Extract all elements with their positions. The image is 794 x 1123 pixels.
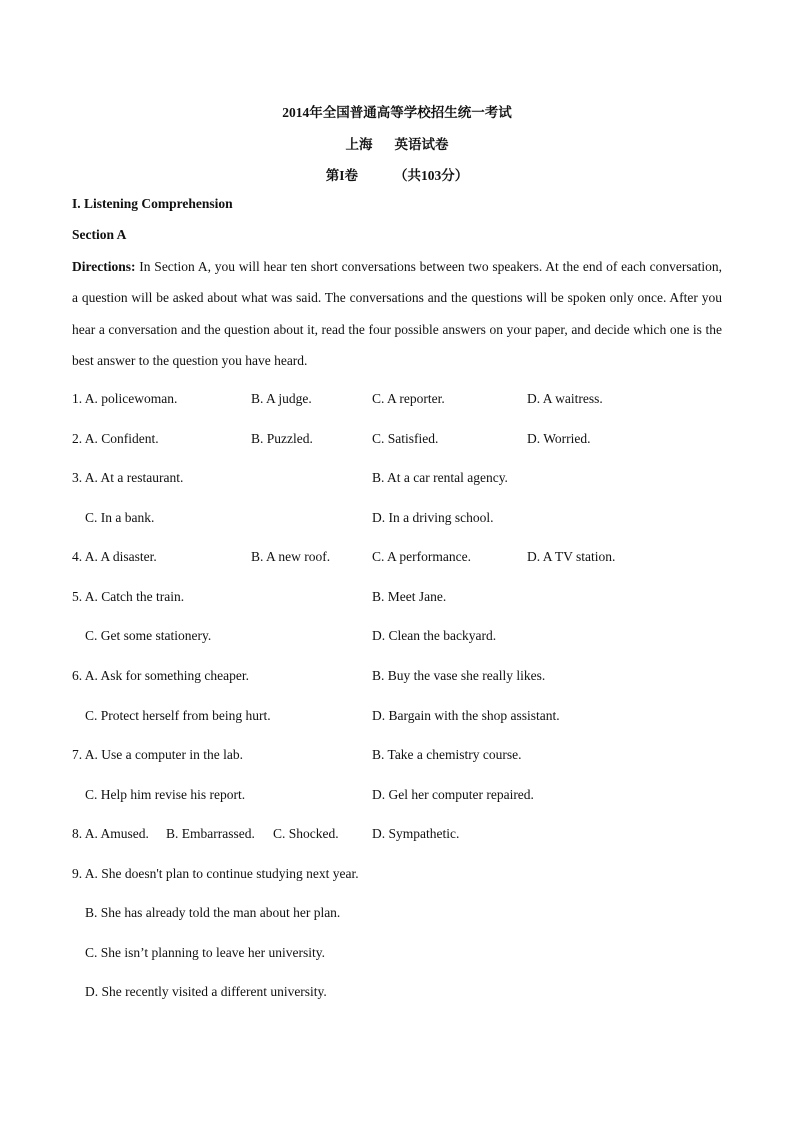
q3-option-a: 3. A. At a restaurant. bbox=[72, 470, 184, 485]
q1-option-d: D. A waitress. bbox=[527, 391, 603, 406]
q2-option-d: D. Worried. bbox=[527, 431, 591, 446]
q5-option-c: C. Get some stationery. bbox=[85, 628, 212, 643]
q7-option-a: 7. A. Use a computer in the lab. bbox=[72, 747, 243, 762]
q4-option-d: D. A TV station. bbox=[527, 549, 616, 564]
q1-option-c: C. A reporter. bbox=[372, 391, 445, 406]
volume-score: （共103分） bbox=[394, 168, 469, 183]
directions-label: Directions: bbox=[72, 259, 136, 274]
q4-option-b: B. A new roof. bbox=[251, 549, 331, 564]
section-heading: I. Listening Comprehension bbox=[72, 196, 233, 211]
q6-option-d: D. Bargain with the shop assistant. bbox=[372, 708, 560, 723]
q2-option-c: C. Satisfied. bbox=[372, 431, 439, 446]
q1-option-b: B. A judge. bbox=[251, 391, 312, 406]
q9-option-a: 9. A. She doesn't plan to continue studying next year. bbox=[72, 866, 359, 881]
q2-option-a: 2. A. Confident. bbox=[72, 431, 159, 446]
q6-option-b: B. Buy the vase she really likes. bbox=[372, 668, 546, 683]
q7-option-b: B. Take a chemistry course. bbox=[372, 747, 522, 762]
q8-option-a: 8. A. Amused. bbox=[72, 826, 149, 841]
exam-subject: 英语试卷 bbox=[394, 137, 449, 152]
q8-option-d: D. Sympathetic. bbox=[372, 826, 460, 841]
q5-option-a: 5. A. Catch the train. bbox=[72, 589, 185, 604]
q7-option-d: D. Gel her computer repaired. bbox=[372, 787, 534, 802]
exam-title: 2014年全国普通高等学校招生统一考试 bbox=[282, 105, 512, 120]
q3-option-c: C. In a bank. bbox=[85, 510, 155, 525]
exam-subtitle bbox=[0, 133, 794, 153]
q4-option-c: C. A performance. bbox=[372, 549, 471, 564]
exam-region: 上海 bbox=[345, 137, 373, 152]
q1-option-a: 1. A. policewoman. bbox=[72, 391, 178, 406]
section-sub-heading: Section A bbox=[72, 227, 127, 242]
volume-label: 第I卷 bbox=[325, 168, 358, 183]
q5-option-d: D. Clean the backyard. bbox=[372, 628, 497, 643]
q9-option-b: B. She has already told the man about her plan. bbox=[85, 905, 341, 920]
volume-heading bbox=[0, 164, 794, 184]
q8-option-b: B. Embarrassed. bbox=[166, 826, 255, 841]
q8-option-c: C. Shocked. bbox=[273, 826, 339, 841]
q3-option-d: D. In a driving school. bbox=[372, 510, 494, 525]
q5-option-b: B. Meet Jane. bbox=[372, 589, 447, 604]
directions-paragraph bbox=[72, 251, 722, 376]
q2-option-b: B. Puzzled. bbox=[251, 431, 313, 446]
q9-option-d: D. She recently visited a different university. bbox=[85, 984, 327, 999]
directions-text: In Section A, you will hear ten short conversations between two speakers. At the end of each conversation, a question will be asked about what was said. The conversations and the questions will be spoken only once. After you hear a conversation and the question about it, read the four possible answers on your paper, and decide which one is the best answer to the question you have heard. bbox=[72, 259, 722, 368]
q7-option-c: C. Help him revise his report. bbox=[85, 787, 246, 802]
q3-option-b: B. At a car rental agency. bbox=[372, 470, 508, 485]
q9-option-c: C. She isn’t planning to leave her university. bbox=[85, 945, 325, 960]
q4-option-a: 4. A. A disaster. bbox=[72, 549, 157, 564]
q6-option-a: 6. A. Ask for something cheaper. bbox=[72, 668, 249, 683]
q6-option-c: C. Protect herself from being hurt. bbox=[85, 708, 271, 723]
